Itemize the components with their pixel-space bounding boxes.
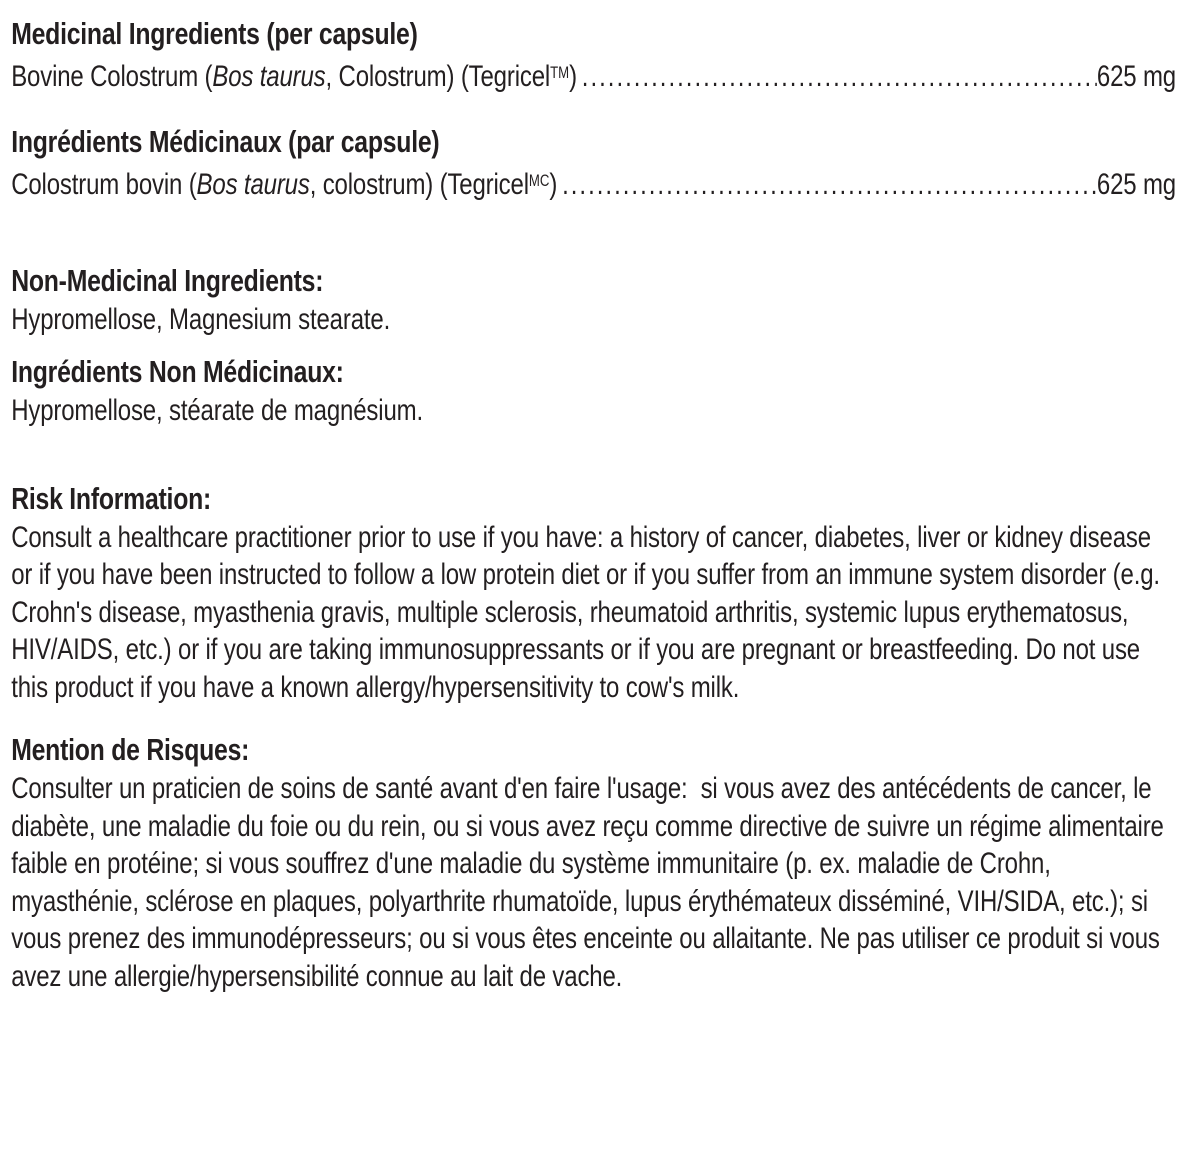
- ingredient-line-colostrum-bovin-fr: [11, 162, 1176, 204]
- medicinal-ingredients-section-fr: [11, 122, 1176, 204]
- risk-information-paragraph-en: Consult a healthcare practitioner prior to use if you have: a history of cancer, diabetes, liver or kidney disease or if you have been instructed to follow a low protein diet or if you suffer from an immune system disorder (e.g. Crohn's disease, myasthenia gravis, multiple sclerosis, rheumatoid arthritis, systemic lupus erythematosus, HIV/AIDS, etc.) or if you are taking immunosuppressants or if you are pregnant or breastfeeding. Do not use this product if you have a known allergy/hypersensitivity to cow's milk.: [11, 520, 1167, 704]
- dots-leader: [562, 166, 1097, 204]
- medicinal-ingredients-section-en: [11, 14, 1176, 96]
- ingredient-name-fr: [11, 162, 557, 204]
- species-name-italic: Bos taurus: [212, 59, 326, 93]
- species-name-italic: Bos taurus: [196, 167, 310, 201]
- non-medicinal-body-fr: Hypromellose, stéarate de magnésium.: [11, 394, 423, 428]
- trademark-superscript: TM: [550, 64, 570, 82]
- non-medicinal-heading-fr: Ingrédients Non Médicinaux:: [11, 354, 344, 390]
- risk-information-section-fr: [11, 730, 1176, 995]
- risk-information-heading-fr: Mention de Risques:: [11, 732, 250, 768]
- dots-leader: [582, 58, 1097, 96]
- risk-information-heading-en: Risk Information:: [11, 480, 212, 516]
- ingredient-text-pre: Colostrum bovin (: [11, 167, 197, 201]
- ingredient-name-en: [11, 54, 577, 96]
- ingredient-amount-en: 625 mg: [1096, 59, 1176, 93]
- risk-information-section-en: [11, 479, 1176, 707]
- ingredient-text-post: ): [569, 59, 577, 93]
- trademark-superscript-mc: MC: [528, 171, 550, 190]
- ingredient-text-mid: , colostrum) (Tegricel: [309, 167, 529, 201]
- ingredient-text-mid: , Colostrum) (Tegricel: [325, 59, 551, 93]
- ingredient-line-bovine-colostrum-en: [11, 54, 1176, 96]
- non-medicinal-heading-en: Non-Medicinal Ingredients:: [11, 262, 324, 298]
- non-medicinal-section-fr: [11, 352, 1176, 430]
- medicinal-ingredients-heading-fr: Ingrédients Médicinaux (par capsule): [11, 123, 440, 159]
- risk-information-paragraph-fr: Consulter un praticien de soins de santé avant d'en faire l'usage: si vous avez des antécédents de cancer, le diabète, une maladie du foie ou du rein, ou si vous avez reçu comme directive de suivre un régime alimentaire faible en protéine; si vous souffrez d'une maladie du système immunitaire (p. ex. maladie de Crohn, myasthénie, sclérose en plaques, polyarthrite rhumatoïde, lupus érythémateux disséminé, VIH/SIDA, etc.); si vous prenez des immunodépresseurs; ou si vous êtes enceinte ou allaitante. Ne pas utiliser ce produit si vous avez une allergie/hypersensibilité connue au lait de vache.: [11, 772, 1171, 993]
- ingredient-amount-fr: 625 mg: [1096, 167, 1176, 201]
- non-medicinal-section-en: [11, 261, 1176, 339]
- ingredient-text-post: ): [549, 167, 558, 201]
- ingredient-text-pre: Bovine Colostrum (: [11, 59, 213, 93]
- non-medicinal-body-en: Hypromellose, Magnesium stearate.: [11, 302, 391, 336]
- medicinal-ingredients-heading-en: Medicinal Ingredients (per capsule): [11, 16, 418, 51]
